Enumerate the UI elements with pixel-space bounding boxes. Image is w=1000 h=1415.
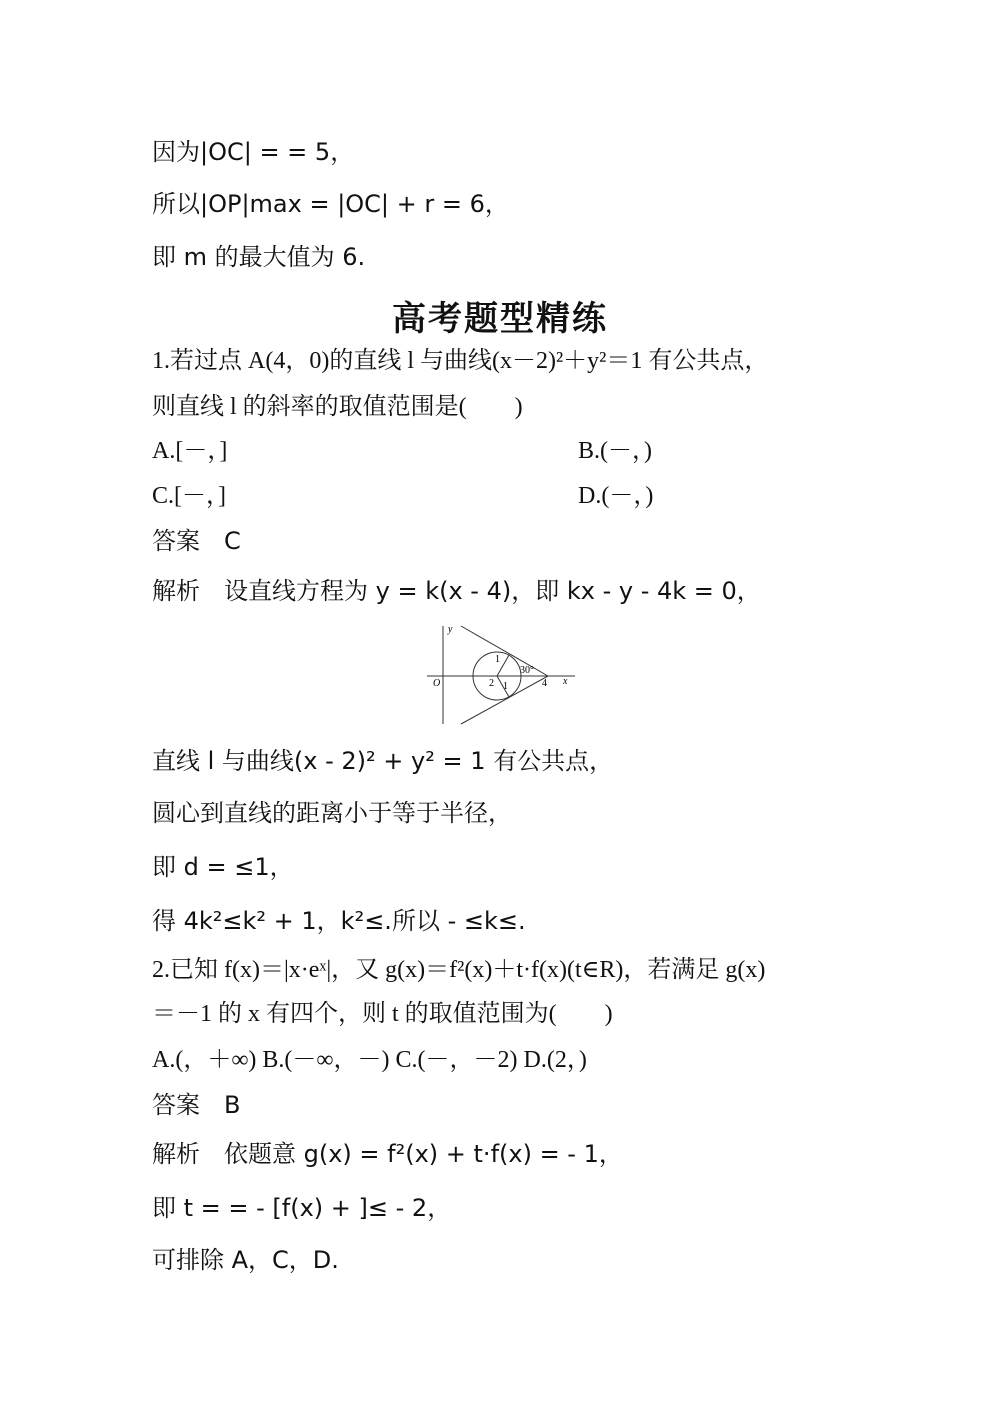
q1-option-b: B.(－，): [578, 438, 652, 464]
origin-label: O: [433, 678, 441, 689]
q1-stem-line1: 1.若过点 A(4，0)的直线 l 与曲线(x－2)²＋y²＝1 有公共点，: [152, 348, 769, 374]
angle-label: 30°: [520, 665, 534, 676]
q2-line-3: 可排除 A，C，D.: [152, 1246, 339, 1274]
q2-options: A.(，＋∞) B.(－∞，－) C.(－，－2) D.(2，): [152, 1047, 587, 1073]
q1-after-line-4: 得 4k²≤k² + 1，k²≤.所以 - ≤k≤.: [152, 907, 526, 935]
q1-stem-line2: 则直线 l 的斜率的取值范围是( ): [152, 394, 523, 420]
solution-line-m-max: 即 m 的最大值为 6.: [152, 243, 366, 271]
q1-after-line-2: 圆心到直线的距离小于等于半径，: [152, 799, 512, 827]
q1-option-row-2: [152, 481, 654, 511]
y-axis-label: y: [448, 624, 453, 635]
q1-analysis: 解析 设直线方程为 y = k(x - 4)，即 kx - y - 4k = 0，: [152, 577, 761, 605]
q2-analysis: 解析 依题意 g(x) = f²(x) + t·f(x) = - 1，: [152, 1140, 623, 1168]
q2-stem-line2: ＝－1 的 x 有四个，则 t 的取值范围为( ): [152, 1001, 613, 1027]
q1-after-line-3: 即 d = ≤1，: [152, 853, 294, 881]
section-title: 高考题型精练: [392, 299, 608, 339]
q1-option-row-1: [152, 436, 652, 466]
q2-stem-line1: 2.已知 f(x)＝|x·eˣ|，又 g(x)＝f²(x)＋t·f(x)(t∈R)，若满足 g(x): [152, 957, 766, 983]
center-label: 2: [489, 678, 494, 689]
q1-after-line-1: 直线 l 与曲线(x - 2)² + y² = 1 有公共点，: [152, 747, 614, 775]
q1-option-c: C.[－，]: [152, 483, 226, 509]
q1-answer: 答案 C: [152, 527, 241, 555]
radius-label-upper: 1: [495, 654, 500, 665]
q2-answer: 答案 B: [152, 1091, 241, 1119]
x-axis-label: x: [563, 676, 568, 687]
q2-line-2: 即 t = = - [f(x) + ]≤ - 2，: [152, 1194, 452, 1222]
solution-line-op-max: 所以|OP|max = |OC| + r = 6，: [152, 190, 509, 218]
solution-line-oc: 因为|OC| = = 5，: [152, 138, 355, 166]
point-a-label: 4: [542, 678, 547, 689]
radius-label-lower: 1: [503, 681, 508, 692]
circle-tangent-figure: [425, 622, 585, 726]
q1-option-a: A.[－，]: [152, 438, 228, 464]
q1-option-d: D.(－，): [578, 483, 654, 509]
